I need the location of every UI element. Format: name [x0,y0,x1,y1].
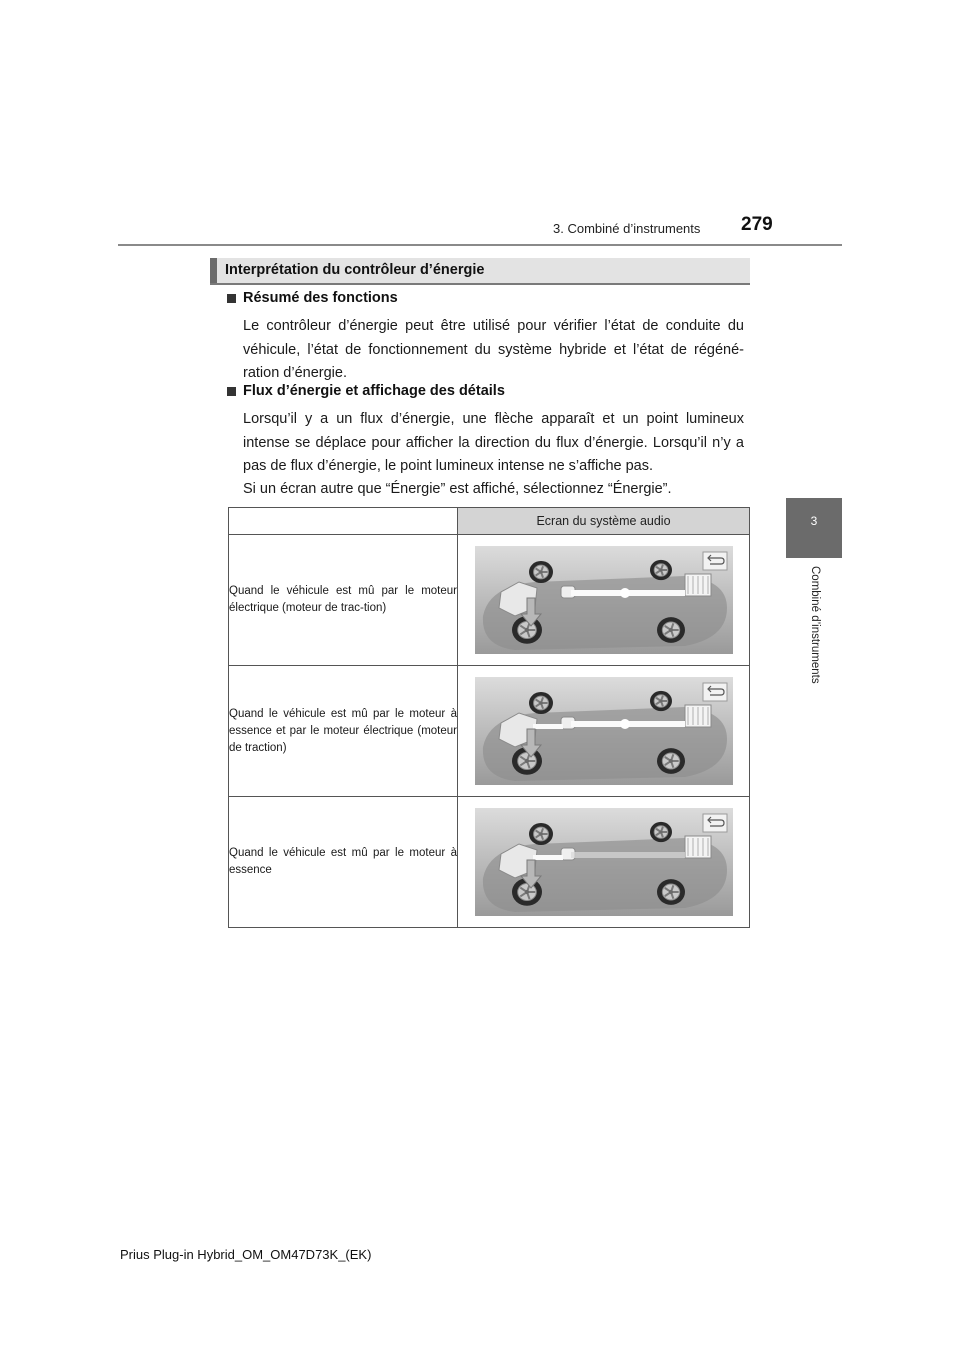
mode-description-ev: Quand le véhicule est mû par le moteur électrique (moteur de trac-tion) [229,585,457,614]
energy-screen-ev [475,546,733,654]
wheel-rear-left-icon [650,822,672,842]
energy-flow-engine-line [533,855,563,860]
return-arrow-icon [703,552,727,570]
battery-pack-icon [685,574,711,596]
chapter-tab-number: 3 [810,514,818,528]
mode-description-cell [229,535,458,666]
energy-flow-engine-line [533,724,563,729]
subheading-resume: Résumé des fonctions [243,290,398,306]
energy-screen-cell [458,666,750,797]
table-row [229,666,750,797]
table-header-audio-screen: Ecran du système audio [458,508,750,535]
footer-document-id: Prius Plug-in Hybrid_OM_OM47D73K_(EK) [120,1247,372,1262]
header-rule [118,244,842,246]
energy-screen-cell [458,535,750,666]
table-row [229,797,750,928]
energy-flow-battery-line [571,852,685,858]
energy-screen-engine [475,808,733,916]
paragraph-select-energy: Si un écran autre que “Énergie” est affiché, sélectionnez “Énergie”. [243,481,672,497]
energy-screen-hybrid [475,677,733,785]
return-arrow-icon [703,814,727,832]
subheading-flux: Flux d’énergie et affichage des détails [243,383,505,399]
page-number: 279 [741,214,773,235]
mode-description-cell [229,797,458,928]
table-row [229,535,750,666]
table-header-row [229,508,750,535]
table-header-blank [229,508,458,535]
mode-description-engine: Quand le véhicule est mû par le moteur à essence [229,847,457,876]
mode-description-hybrid: Quand le véhicule est mû par le moteur à essence et par le moteur électrique (moteur de traction) [229,707,457,754]
mode-description-cell [229,666,458,797]
energy-light-point [620,588,630,598]
return-arrow-icon [703,683,727,701]
wheel-rear-right-icon [657,748,685,774]
section-title-underline [210,283,750,285]
energy-monitor-table [228,507,750,928]
section-title-accent [210,258,217,283]
energy-screen-cell [458,797,750,928]
section-title: Interprétation du contrôleur d’énergie [225,262,485,278]
wheel-rear-left-icon [650,560,672,580]
bullet-square-icon [227,387,236,396]
wheel-rear-left-icon [650,691,672,711]
wheel-front-left-icon [529,823,553,845]
chapter-tab [786,498,842,558]
paragraph-resume: Le contrôleur d’énergie peut être utilisé pour vérifier l’état de conduite du véhicule, l’état de fonctionnement du système hybride et l’état de régéné-ration d’énergie. [243,318,744,381]
wheel-front-left-icon [529,561,553,583]
battery-pack-icon [685,705,711,727]
paragraph-flux: Lorsqu’il y a un flux d’énergie, une flèche apparaît et un point lumineux intense se déplace pour afficher la direction du flux d’énergie. Lorsqu’il n’y a pas de flux d’énergie, le point lumineux intense ne s’affiche pas. [243,411,744,474]
chapter-side-label: Combiné d’instruments [809,566,821,684]
battery-pack-icon [685,836,711,858]
running-header-chapter: 3. Combiné d’instruments [553,221,701,236]
wheel-front-left-icon [529,692,553,714]
energy-light-point [620,719,630,729]
chapter-side-label-strip [786,558,842,736]
wheel-rear-right-icon [657,879,685,905]
wheel-rear-right-icon [657,617,685,643]
bullet-square-icon [227,294,236,303]
